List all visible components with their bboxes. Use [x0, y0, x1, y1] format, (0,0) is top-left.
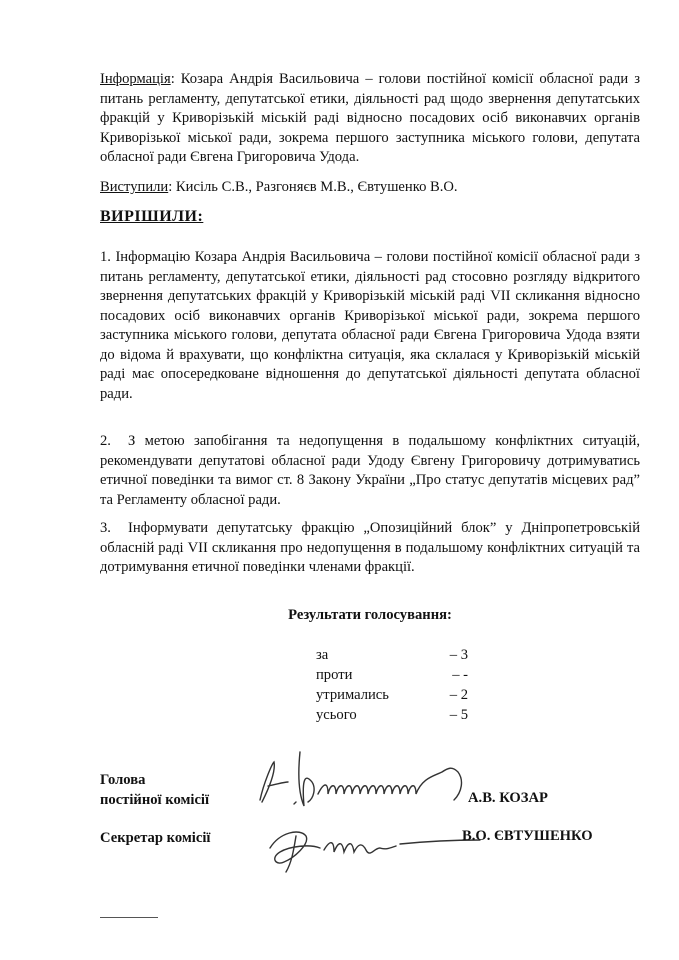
chairman-label [100, 770, 209, 810]
vote-value: – 3 [449, 646, 468, 663]
chairman-label-line2: постійної комісії [100, 792, 210, 808]
decision-item-text: Інформацію Козара Андрія Васильовича – голови постійної комісії обласної ради з питань регламенту, депутатської етики, діяльності рад стосовно розгляду відкритого звернення депутатських фракцій у Криворізькій міській раді VII скликання відносно посадових осіб виконавчих органів Криворізької міської ради, зокрема першого заступника міського голови, депутата обласної ради Євгена Григоровича Удода взяти до відома й врахувати, що конфліктна ситуація, яка склалася у Криворізькій міській раді має опосередковане відношення до депутатської діяльності депутата обласної ради. [100, 249, 640, 402]
decision-item-number: 3. [100, 520, 111, 536]
speakers-text: : Кисіль С.В., Разгоняєв М.В., Євтушенко В.О. [168, 179, 458, 195]
footer-divider [100, 917, 158, 918]
decision-item-text: З метою запобігання та недопущення в подальшому конфліктних ситуацій, рекомендувати депутатові обласної ради Удоду Євгену Григоровичу дотримуватись етичної поведінки та вимог ст. 8 Закону України „Про статус депутатів місцевих рад” та Регламенту обласної ради. [100, 433, 640, 508]
vote-label: проти [316, 666, 353, 683]
vote-label: утримались [316, 686, 389, 703]
speakers-paragraph [100, 178, 640, 198]
information-label: Інформація [100, 71, 171, 87]
decision-item-1 [100, 248, 640, 404]
vote-label: усього [316, 706, 357, 723]
table-row [316, 685, 468, 705]
chairman-label-line1: Голова [100, 772, 146, 788]
decision-item-number: 2. [100, 433, 111, 449]
secretary-name: В.О. ЄВТУШЕНКО [462, 828, 593, 844]
information-text: : Козара Андрія Васильовича – голови постійної комісії обласної ради з питань регламенту, депутатської етики, діяльності рад щодо звернення депутатських фракцій у Криворізькій міській раді відносно посадових осіб виконавчих органів Криворізької міської ради, зокрема першого заступника міського голови, депутата обласної ради Євгена Григоровича Удода. [100, 71, 640, 165]
speakers-label: Виступили [100, 179, 169, 195]
vote-value: – 2 [449, 686, 468, 703]
decision-item-number: 1. [100, 249, 111, 265]
decision-item-text: Інформувати депутатську фракцію „Опозиційний блок” у Дніпропетровській обласній раді VII скликання про недопущення в подальшому конфліктних ситуацій та дотримування етичної поведінки членами фракції. [100, 520, 640, 575]
information-paragraph [100, 70, 640, 168]
decision-item-3 [100, 519, 640, 578]
table-row [316, 645, 468, 665]
decided-heading: ВИРІШИЛИ: [100, 208, 204, 225]
chairman-signature-icon [238, 742, 478, 822]
vote-value: – - [452, 666, 468, 683]
vote-value: – 5 [449, 706, 468, 723]
table-row [316, 665, 468, 685]
chairman-name: А.В. КОЗАР [468, 790, 548, 806]
voting-results-table [316, 645, 468, 725]
voting-results-title: Результати голосування: [288, 607, 452, 623]
secretary-signature-icon [250, 818, 490, 878]
secretary-label: Секретар комісії [100, 830, 211, 846]
table-row [316, 705, 468, 725]
vote-label: за [316, 646, 329, 663]
decision-item-2 [100, 432, 640, 510]
